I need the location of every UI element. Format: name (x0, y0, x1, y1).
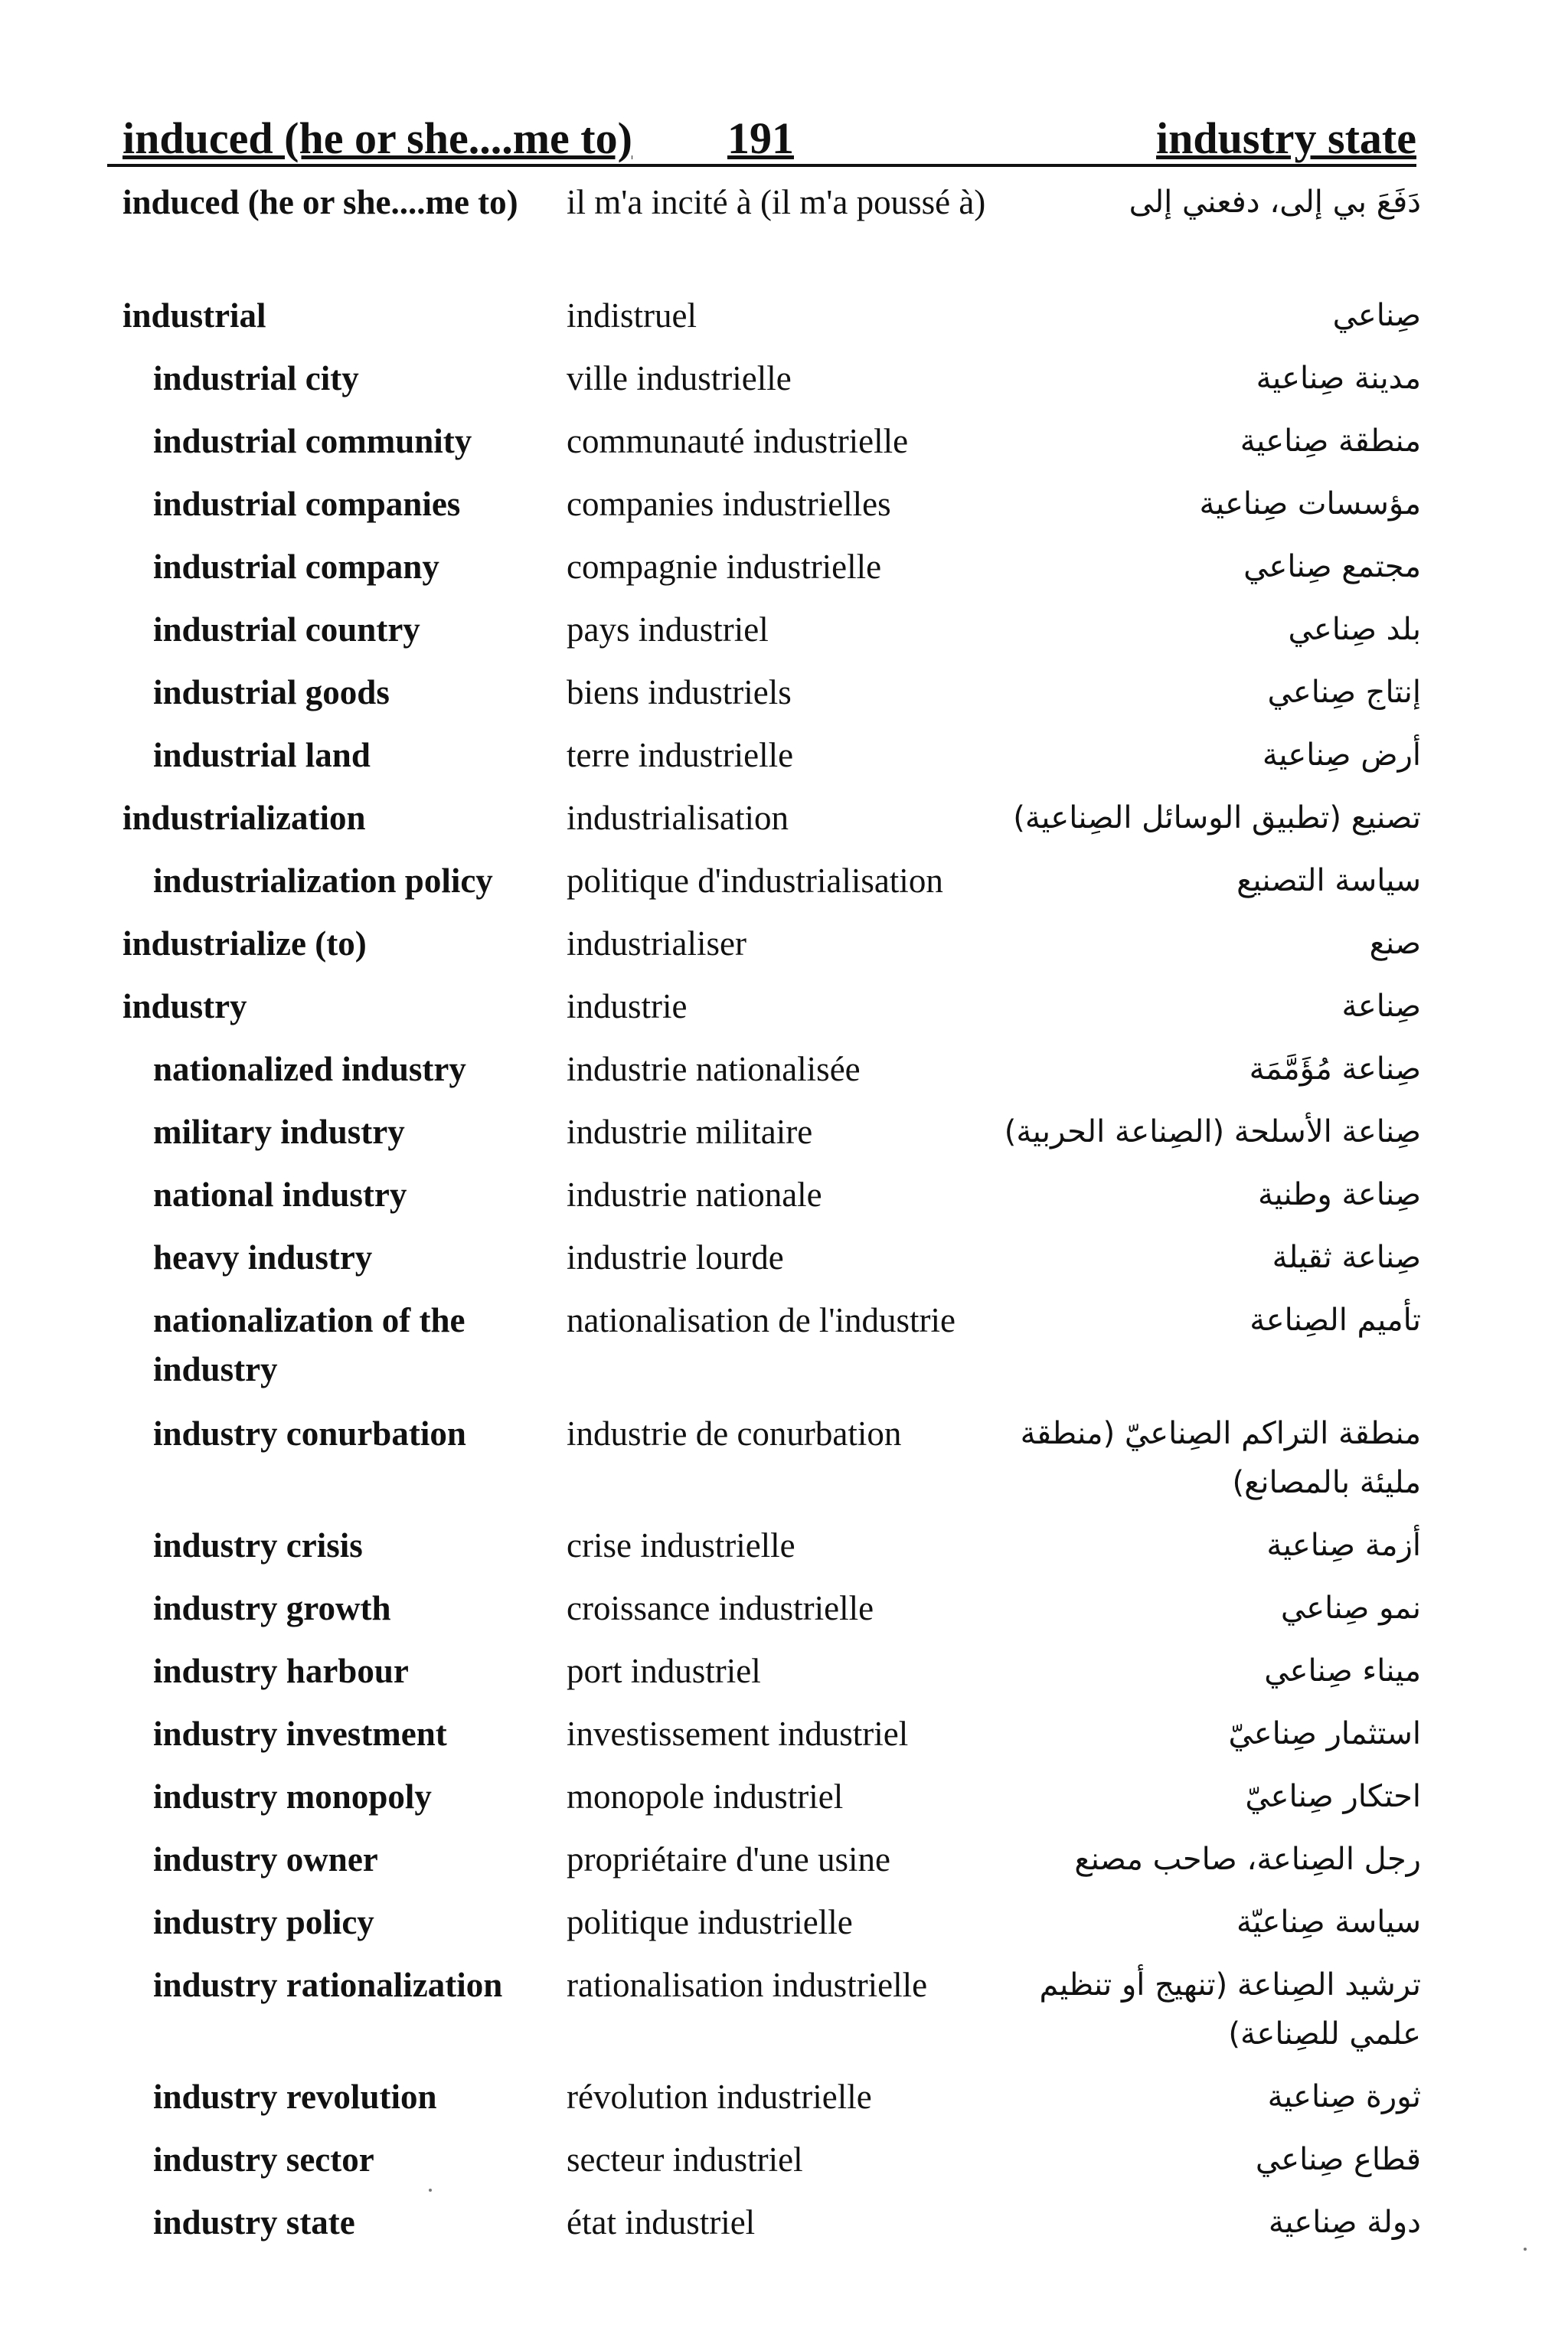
dictionary-entry (0, 1772, 1568, 1835)
dictionary-entry (0, 1170, 1568, 1233)
dictionary-entry (0, 1709, 1568, 1772)
entry-english-term: industrial companies (153, 485, 461, 523)
entry-french-translation: industrialisation (567, 799, 789, 837)
entry-english-term: industry crisis (153, 1526, 363, 1565)
dictionary-entry (0, 178, 1568, 291)
scan-speck (1524, 2248, 1527, 2251)
entry-arabic-translation: مؤسسات صِناعية (1199, 486, 1421, 522)
entry-arabic-translation: سياسة التصنيع (1236, 863, 1421, 898)
entry-french-translation: politique industrielle (567, 1903, 853, 1941)
entry-arabic-translation: تصنيع (تطبيق الوسائل الصِناعية) (1013, 800, 1421, 835)
entry-arabic-translation: أزمة صِناعية (1266, 1528, 1421, 1563)
entry-french-translation: monopole industriel (567, 1777, 844, 1816)
entry-arabic-translation: صنع (1369, 926, 1421, 961)
dictionary-entry (0, 1835, 1568, 1898)
entry-english-term: industry investment (153, 1715, 447, 1753)
entry-english-term: industrial community (153, 422, 472, 460)
entry-english-term: industrial land (153, 736, 371, 774)
entry-arabic-translation: ترشيد الصِناعة (تنهيج أو تنظيم علمي للصِناعة) (1039, 1967, 1421, 2052)
dictionary-entry (0, 2072, 1568, 2135)
entry-arabic-translation: صِناعة ثقيلة (1272, 1240, 1421, 1275)
entry-arabic-translation: بلد صِناعي (1288, 612, 1421, 647)
entry-french-translation: biens industriels (567, 673, 792, 711)
entry-french-translation: industrie militaire (567, 1113, 813, 1151)
scan-speck (429, 2189, 432, 2192)
entry-french-translation: révolution industrielle (567, 2078, 872, 2116)
entry-english-term: industry policy (153, 1903, 374, 1941)
entry-arabic-translation: دَفَعَ بي إلى، دفعني إلى (1129, 185, 1421, 220)
dictionary-entry (0, 479, 1568, 542)
entry-english-term: industrial (122, 296, 266, 335)
entry-arabic-translation: أرض صِناعية (1262, 737, 1421, 773)
entry-english-term: industrial country (153, 610, 420, 649)
entry-french-translation: industrie de conurbation (567, 1414, 902, 1453)
entry-english-term: industry sector (153, 2140, 374, 2179)
entry-french-translation: industrie nationalisée (567, 1050, 861, 1088)
entry-english-term: industry (122, 987, 247, 1025)
entry-french-translation: nationalisation de l'industrie (567, 1301, 956, 1339)
entry-french-translation: crise industrielle (567, 1526, 795, 1565)
entry-arabic-translation: صِناعة وطنية (1258, 1177, 1421, 1212)
entry-english-term: industry monopoly (153, 1777, 432, 1816)
entry-english-term: industrialization policy (153, 862, 493, 900)
entry-english-term: industry owner (153, 1840, 378, 1879)
entry-arabic-translation: تأميم الصِناعة (1250, 1303, 1421, 1338)
entry-arabic-translation: إنتاج صِناعي (1267, 675, 1421, 710)
entry-arabic-translation: نمو صِناعي (1280, 1591, 1421, 1626)
entry-english-term: industry rationalization (153, 1966, 503, 2004)
entry-english-term: industrial goods (153, 673, 390, 711)
entry-french-translation: politique d'industrialisation (567, 862, 943, 900)
dictionary-entry (0, 668, 1568, 731)
entry-english-term: nationalization of the industry (153, 1301, 466, 1388)
dictionary-entry (0, 1045, 1568, 1107)
dictionary-entry (0, 2198, 1568, 2261)
entry-french-translation: il m'a incité à (il m'a poussé à) (567, 183, 986, 221)
entry-english-term: heavy industry (153, 1238, 373, 1277)
dictionary-entry (0, 1646, 1568, 1709)
entry-french-translation: indistruel (567, 296, 697, 335)
entry-arabic-translation: استثمار صِناعيّ (1228, 1716, 1421, 1751)
entry-arabic-translation: مجتمع صِناعي (1243, 549, 1421, 584)
entry-arabic-translation: صِناعي (1332, 298, 1421, 333)
entry-french-translation: propriétaire d'une usine (567, 1840, 890, 1879)
entry-arabic-translation: ثورة صِناعية (1267, 2079, 1421, 2114)
page-number: 191 (727, 113, 794, 163)
entry-english-term: nationalized industry (153, 1050, 466, 1088)
dictionary-entry (0, 1296, 1568, 1409)
entry-arabic-translation: منطقة التراكم الصِناعيّ (منطقة مليئة بالمصانع) (1020, 1416, 1421, 1500)
entry-arabic-translation: دولة صِناعية (1268, 2205, 1421, 2240)
entry-french-translation: croissance industrielle (567, 1589, 874, 1627)
entry-arabic-translation: صِناعة (1341, 989, 1421, 1024)
dictionary-entry (0, 1233, 1568, 1296)
entry-french-translation: ville industrielle (567, 359, 792, 397)
entry-arabic-translation: مدينة صِناعية (1256, 361, 1421, 396)
entry-french-translation: terre industrielle (567, 736, 794, 774)
entry-arabic-translation: صِناعة مُؤَمَّمَة (1249, 1051, 1421, 1087)
entry-english-term: industrial company (153, 548, 439, 586)
entry-french-translation: compagnie industrielle (567, 548, 882, 586)
entry-french-translation: investissement industriel (567, 1715, 909, 1753)
entry-french-translation: communauté industrielle (567, 422, 909, 460)
dictionary-entry (0, 731, 1568, 793)
entry-french-translation: industrialiser (567, 924, 746, 963)
entry-french-translation: état industriel (567, 2203, 756, 2241)
dictionary-entry (0, 856, 1568, 919)
dictionary-entry (0, 417, 1568, 479)
entry-english-term: industrialize (to) (122, 924, 367, 963)
entry-english-term: industry state (153, 2203, 355, 2241)
dictionary-entry (0, 793, 1568, 856)
entry-arabic-translation: احتكار صِناعيّ (1245, 1779, 1421, 1814)
entry-english-term: industrial city (153, 359, 359, 397)
entry-english-term: induced (he or she....me to) (122, 183, 518, 221)
dictionary-entry (0, 1521, 1568, 1584)
entry-english-term: industry harbour (153, 1652, 409, 1690)
dictionary-entries (0, 178, 1568, 2261)
dictionary-entry (0, 1107, 1568, 1170)
dictionary-entry (0, 542, 1568, 605)
dictionary-entry (0, 1584, 1568, 1646)
running-header (107, 113, 1416, 167)
entry-arabic-translation: صِناعة الأسلحة (الصِناعة الحربية) (1004, 1114, 1421, 1149)
dictionary-entry (0, 605, 1568, 668)
dictionary-entry (0, 2135, 1568, 2198)
entry-french-translation: industrie nationale (567, 1176, 822, 1214)
dictionary-entry (0, 354, 1568, 417)
entry-english-term: industry growth (153, 1589, 391, 1627)
entry-english-term: industry conurbation (153, 1414, 466, 1453)
entry-english-term: military industry (153, 1113, 405, 1151)
entry-english-term: industrialization (122, 799, 366, 837)
entry-french-translation: companies industrielles (567, 485, 891, 523)
dictionary-entry (0, 1409, 1568, 1521)
entry-french-translation: industrie lourde (567, 1238, 784, 1277)
dictionary-entry (0, 919, 1568, 982)
dictionary-entry (0, 1898, 1568, 1960)
entry-arabic-translation: ميناء صِناعي (1264, 1653, 1421, 1689)
entry-french-translation: port industriel (567, 1652, 761, 1690)
header-guide-word-right: industry state (1156, 113, 1416, 163)
dictionary-entry (0, 982, 1568, 1045)
dictionary-entry (0, 291, 1568, 354)
entry-arabic-translation: سياسة صِناعيّة (1236, 1905, 1421, 1940)
entry-french-translation: secteur industriel (567, 2140, 803, 2179)
entry-french-translation: rationalisation industrielle (567, 1966, 928, 2004)
entry-arabic-translation: قطاع صِناعي (1255, 2142, 1421, 2177)
entry-arabic-translation: رجل الصِناعة، صاحب مصنع (1074, 1842, 1421, 1877)
entry-english-term: national industry (153, 1176, 407, 1214)
entry-french-translation: pays industriel (567, 610, 769, 649)
entry-english-term: industry revolution (153, 2078, 437, 2116)
entry-french-translation: industrie (567, 987, 688, 1025)
entry-arabic-translation: منطقة صِناعية (1240, 423, 1421, 459)
header-guide-word-left: induced (he or she....me to) (122, 113, 632, 163)
dictionary-entry (0, 1960, 1568, 2072)
